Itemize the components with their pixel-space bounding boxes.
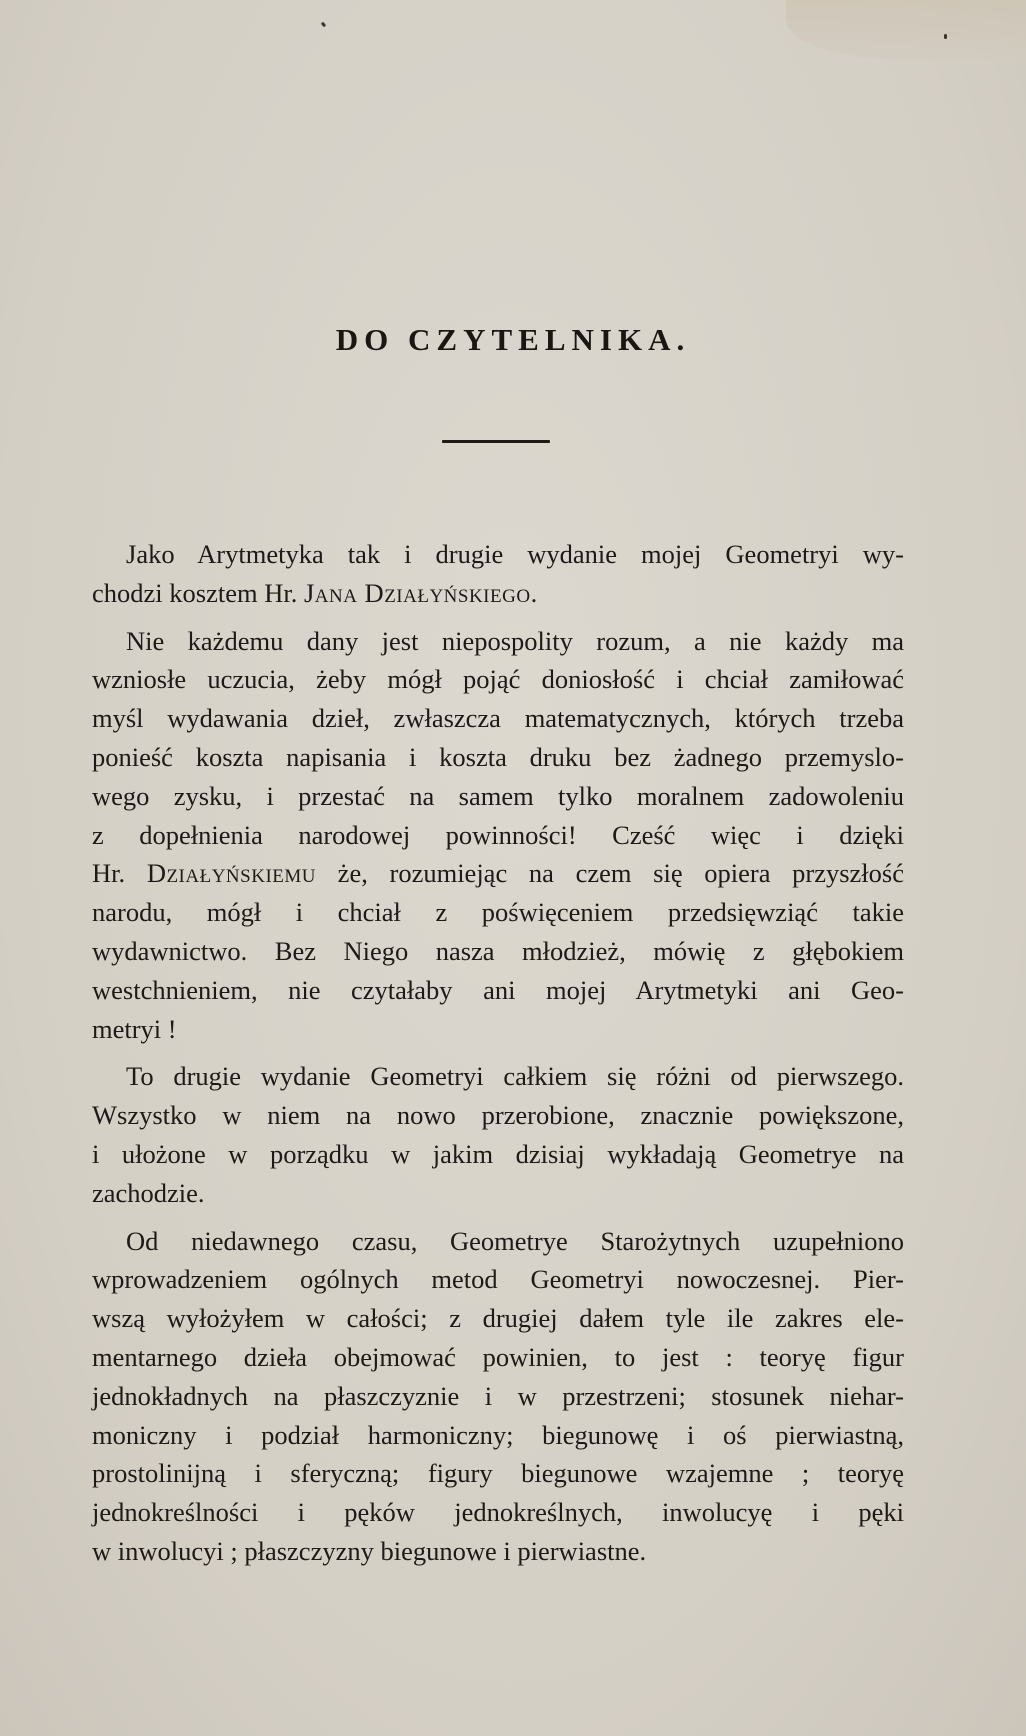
text-line: narodu, mógł i chciał z poświęceniem przedsięwziąć takie [92, 897, 904, 928]
smallcaps-name: Działyńskiemu [146, 858, 316, 889]
text-line: metryi ! [92, 1013, 177, 1044]
text-line: chodzi kosztem Hr. Jana Działyńskiego. [92, 577, 538, 608]
text-line: Wszystko w niem na nowo przerobione, znacznie powiększone, [92, 1100, 904, 1131]
text-line: wydawnictwo. Bez Niego nasza młodzież, mówię z głębokiem [92, 935, 904, 966]
text-line: ponieść koszta napisania i koszta druku bez żadnego przemyslo- [92, 741, 904, 772]
ink-speck [321, 22, 327, 28]
text-line: w inwolucyi ; płaszczyzny biegunowe i pierwiastne. [92, 1535, 647, 1566]
text-line: To drugie wydanie Geometryi całkiem się różni od pierwszego. [126, 1061, 904, 1092]
text-line: Od niedawnego czasu, Geometrye Starożytnych uzupełniono [126, 1225, 904, 1256]
paragraph [92, 535, 904, 613]
text-line: Nie każdemu dany jest niepospolity rozum, a nie każdy ma [126, 625, 904, 656]
water-stain [786, 0, 1026, 60]
text-line: wszą wyłożyłem w całości; z drugiej dałem tyle ile zakres ele- [92, 1303, 904, 1334]
text-line: zachodzie. [92, 1177, 205, 1208]
body-text [92, 535, 904, 1580]
paragraph [92, 622, 904, 1049]
smallcaps-name: Jana Działyńskiego [303, 577, 531, 608]
text-line: jednokładnych na płaszczyznie i w przestrzeni; stosunek niehar- [92, 1380, 904, 1411]
text-line: mentarnego dzieła obejmować powinien, to jest : teoryę figur [92, 1341, 904, 1372]
title-rule [442, 440, 550, 443]
text-line: moniczny i podział harmoniczny; biegunowę i oś pierwiastną, [92, 1419, 904, 1450]
text-line: myśl wydawania dzieł, zwłaszcza matematycznych, których trzeba [92, 703, 904, 734]
text-line: wprowadzeniem ogólnych metod Geometryi nowoczesnej. Pier- [92, 1264, 904, 1295]
text-line: Jako Arytmetyka tak i drugie wydanie mojej Geometryi wy- [126, 539, 904, 569]
paragraph [92, 1057, 904, 1212]
text-line: wzniosłe uczucia, żeby mógł pojąć doniosłość i chciał zamiłować [92, 664, 904, 695]
paragraph [92, 1222, 904, 1571]
text-line: i ułożone w porządku w jakim dzisiaj wykładają Geometrye na [92, 1138, 904, 1169]
text-line: Hr. Działyńskiemu że, rozumiejąc na czem się opiera przyszłość [92, 858, 904, 889]
ink-speck [944, 34, 947, 39]
text-line: prostolinijną i sferyczną; figury biegunowe wzajemne ; teoryę [92, 1458, 904, 1489]
text-line: wego zysku, i przestać na samem tylko moralnem zadowoleniu [92, 780, 904, 811]
page-title: DO CZYTELNIKA. [335, 322, 691, 357]
text-line: westchnieniem, nie czytałaby ani mojej Arytmetyki ani Geo- [92, 974, 904, 1005]
text-line: jednokreślności i pęków jednokreślnych, inwolucyę i pęki [92, 1497, 904, 1528]
text-line: z dopełnienia narodowej powinności! Cześć więc i dzięki [92, 819, 904, 850]
